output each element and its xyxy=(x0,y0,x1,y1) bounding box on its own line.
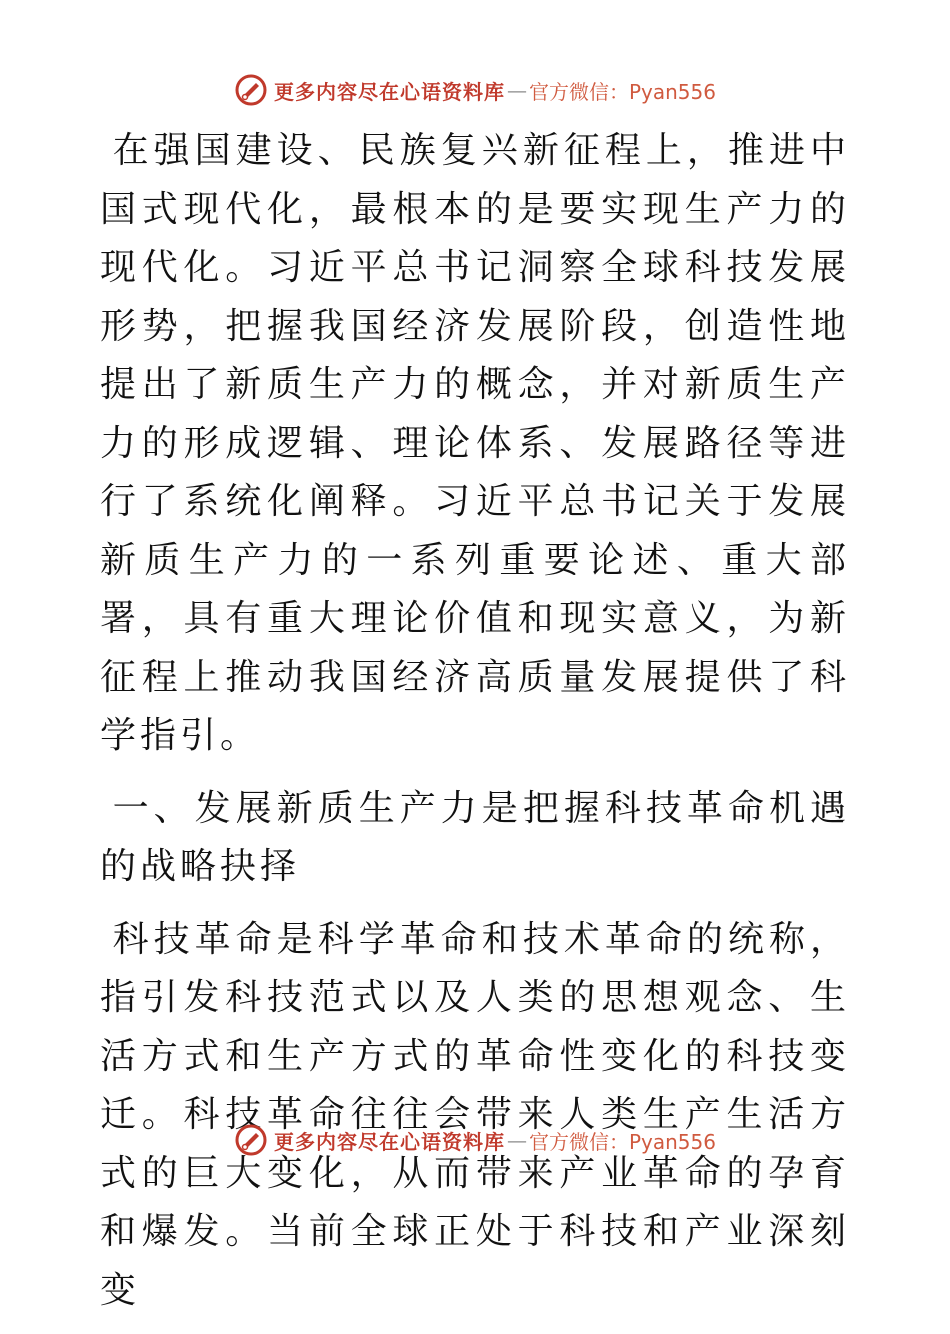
watermark-contact: 官方微信：Pyan556 xyxy=(528,79,716,104)
section-heading: 一、发展新质生产力是把握科技革命机遇的战略抉择 xyxy=(100,787,850,887)
logo-icon xyxy=(234,1123,268,1157)
paragraph-body: 科技革命是科学革命和技术革命的统称，指引发科技范式以及人类的思想观念、生活方式和生产方式的革命性变化的科技变迁。科技革命往往会带来人类生产生活方式的巨大变化，从而带来产业革命的孕育和爆发。当前全球正处于科技和产业深刻变 xyxy=(100,918,850,1311)
logo-icon xyxy=(234,73,268,107)
watermark-dash: — xyxy=(506,78,527,102)
paragraph-intro: 在强国建设、民族复兴新征程上，推进中国式现代化，最根本的是要实现生产力的现代化。习近平总书记洞察全球科技发展形势，把握我国经济发展阶段，创造性地提出了新质生产力的概念，并对新质生产力的形成逻辑、理论体系、发展路径等进行了系统化阐释。习近平总书记关于发展新质生产力的一系列重要论述、重大部署，具有重大理论价值和现实意义，为新征程上推动我国经济高质量发展提供了科学指引。 xyxy=(100,130,850,756)
watermark-dash: — xyxy=(506,1128,527,1152)
watermark-brand: 更多内容尽在心语资料库 xyxy=(273,79,505,104)
watermark-brand: 更多内容尽在心语资料库 xyxy=(273,1129,505,1154)
watermark-contact: 官方微信：Pyan556 xyxy=(528,1129,716,1154)
header-watermark xyxy=(0,70,950,110)
footer-watermark xyxy=(0,1120,950,1160)
